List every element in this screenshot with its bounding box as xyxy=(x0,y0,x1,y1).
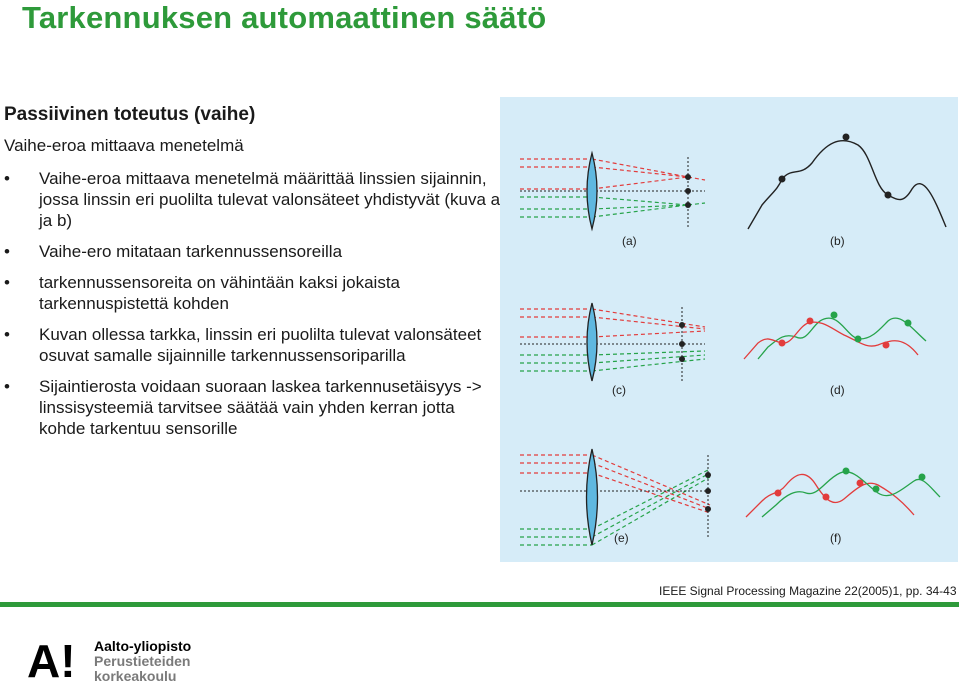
bullet-text: Vaihe-ero mitataan tarkennussensoreilla xyxy=(39,242,343,261)
phase-detection-figure xyxy=(500,97,958,562)
university-line-3: korkeakoulu xyxy=(94,668,177,684)
bullet-dot: • xyxy=(4,377,10,396)
footer-rule xyxy=(0,602,959,607)
label-d: (d) xyxy=(830,383,845,397)
bullet-item xyxy=(4,272,504,314)
bullet-dot: • xyxy=(4,273,10,292)
label-a: (a) xyxy=(622,234,637,248)
bullet-item xyxy=(4,376,504,439)
university-name xyxy=(94,639,191,684)
aalto-logo-icon xyxy=(27,637,87,679)
university-line-2: Perustieteiden xyxy=(94,653,191,669)
citation: IEEE Signal Processing Magazine 22(2005)1, pp. 34-43 xyxy=(659,584,957,598)
bullet-item xyxy=(4,324,504,366)
bullet-dot: • xyxy=(4,242,10,261)
label-b: (b) xyxy=(830,234,845,248)
svg-text:A!: A! xyxy=(27,637,76,679)
bullet-dot: • xyxy=(4,325,10,344)
bullet-list xyxy=(4,168,504,449)
bullet-item xyxy=(4,241,504,262)
bullet-item xyxy=(4,168,504,231)
method-line: Vaihe-eroa mittaava menetelmä xyxy=(4,136,244,155)
slide-title: Tarkennuksen automaattinen säätö xyxy=(22,0,547,35)
label-c: (c) xyxy=(612,383,626,397)
label-f: (f) xyxy=(830,531,842,545)
bullet-text: Kuvan ollessa tarkka, linssin eri puolilta tulevat valonsäteet osuvat samalle sijainnille tarkennussensoriparilla xyxy=(39,325,482,365)
label-e: (e) xyxy=(614,531,629,545)
bullet-text: tarkennussensoreita on vähintään kaksi jokaista tarkennuspistettä kohden xyxy=(39,273,400,313)
bullet-text: Sijaintierosta voidaan suoraan laskea tarkennusetäisyys -> linssisysteemiä tarvitsee säätää vain yhden kerran jotta kohde tarkentuu sensorille xyxy=(39,377,482,438)
slide-subtitle: Passiivinen toteutus (vaihe) xyxy=(4,104,256,125)
university-line-1: Aalto-yliopisto xyxy=(94,638,192,654)
bullet-dot: • xyxy=(4,169,10,188)
bullet-text: Vaihe-eroa mittaava menetelmä määrittää linssien sijainnin, jossa linssin eri puolilta tulevat valonsäteet yhdistyvät (kuva a ja b) xyxy=(39,169,501,230)
